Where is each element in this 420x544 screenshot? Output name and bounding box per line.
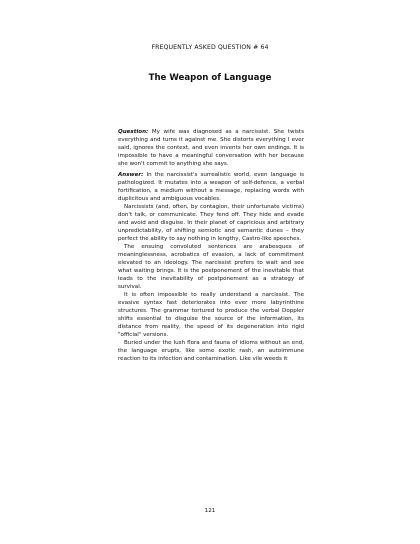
paragraph: Buried under the lush flora and fauna of idioms without an end, the language erupts, like some exotic rash, an autoimmune reaction to its infection and contamination. Like vile weeds it <box>118 340 304 362</box>
chapter-title: The Weapon of Language <box>148 73 272 83</box>
answer-label: Answer: <box>118 172 144 178</box>
question-paragraph <box>118 128 304 168</box>
answer-text: In the narcissist's surrealistic world, even language is pathologized. It mutates into a weapon of self-defence, a verbal fortification, a medium without a message, replacing words with duplicitous and ambiguous vocables. <box>118 172 304 202</box>
answer-paragraph <box>118 171 304 203</box>
page-number: 121 <box>204 508 216 514</box>
running-header: FREQUENTLY ASKED QUESTION # 64 <box>151 44 269 51</box>
question-text: My wife was diagnosed as a narcissist. She twists everything and turns it against me. She distorts everything I ever said, ignores the context, and even invents her own endings. It is impossible to have a meaningful conversation with her because she won't commit to anything she says. <box>118 129 304 167</box>
paragraph: It is often impossible to really understand a narcissist. The evasive syntax fast deteriorates into ever more labyrinthine structures. The grammar tortured to produce the verbal Doppler shifts essential to disguise the source of the information, its distance from reality, the speed of its degeneration into rigid "official" versions. <box>118 292 304 338</box>
body-text <box>118 128 304 363</box>
question-label: Question: <box>118 129 149 135</box>
paragraph: The ensuing convoluted sentences are arabesques of meaninglessness, acrobatics of evasion, a lack of commitment elevated to an ideology. The narcissist prefers to wait and see what waiting brings. It is the postponement of the inevitable that leads to the inevitability of postponement as a strategy of survival. <box>118 244 304 290</box>
paragraph: Narcissists (and, often, by contagion, their unfortunate victims) don't talk, or communicate. They fend off. They hide and evade and avoid and disguise. In their planet of capricious and arbitrary unpredictability, of shifting semiotic and semantic dunes – they perfect the ability to say nothing in lengthy, Castro-like speeches. <box>118 204 304 242</box>
